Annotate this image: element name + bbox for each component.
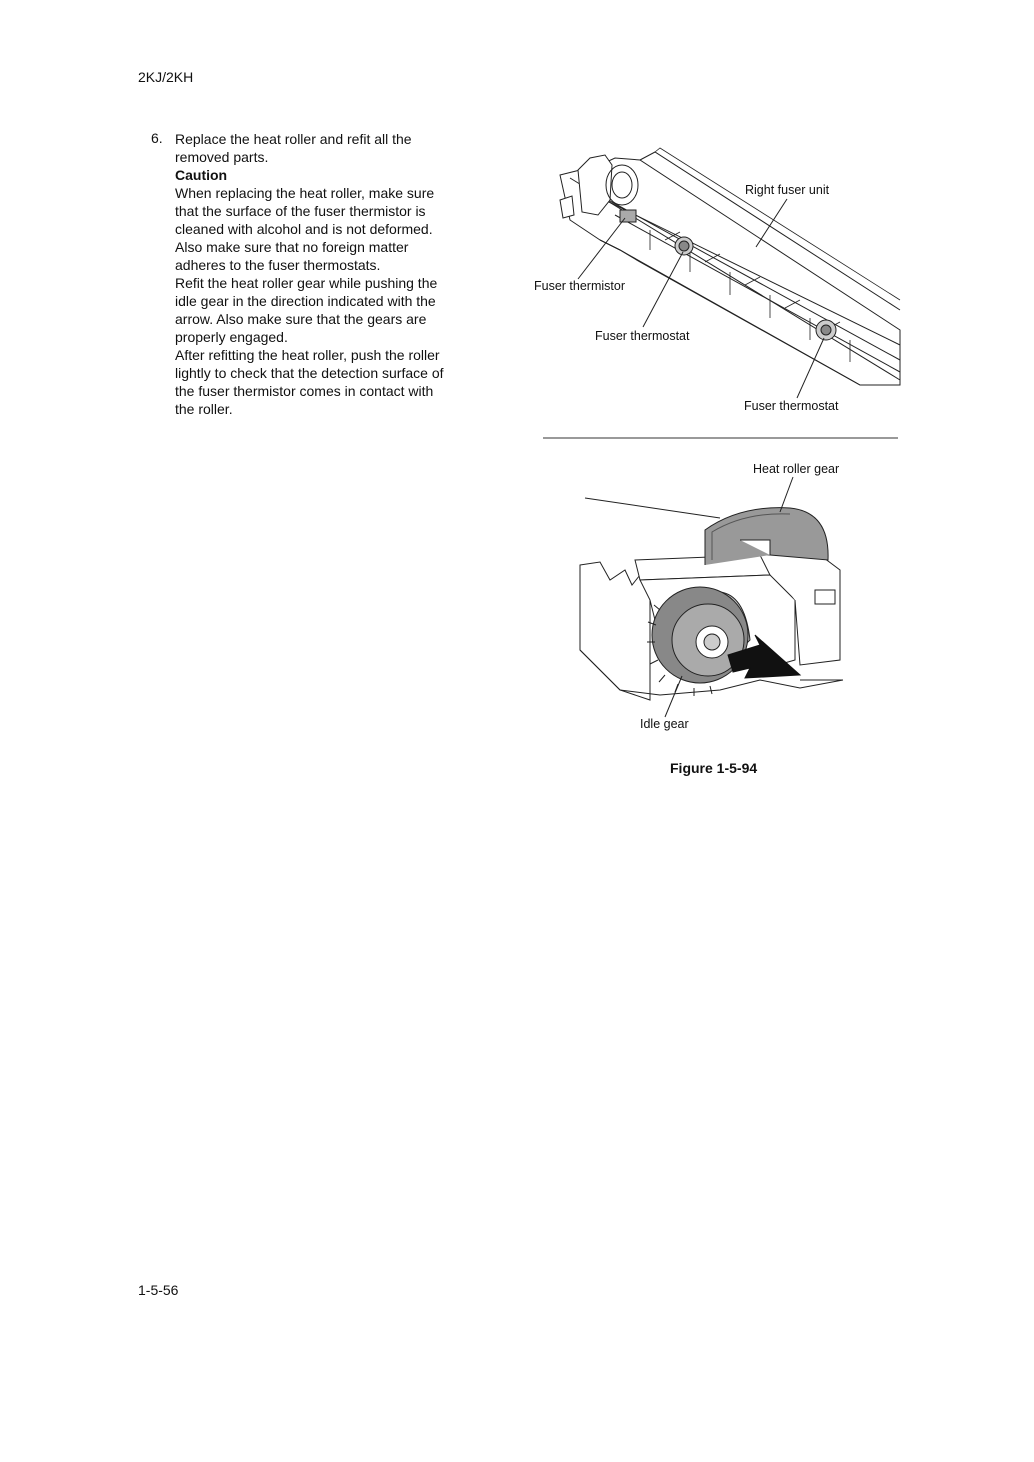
caution-line: properly engaged. [175,329,288,345]
label-idle-gear: Idle gear [640,717,689,731]
step-line: removed parts. [175,149,269,165]
caution-line: lightly to check that the detection surface of [175,365,444,381]
caution-line: the roller. [175,401,233,417]
caution-line: After refitting the heat roller, push the roller [175,347,440,363]
caution-line: that the surface of the fuser thermistor is [175,203,426,219]
caution-line: idle gear in the direction indicated with the [175,293,436,309]
caution-line: adheres to the fuser thermostats. [175,257,381,273]
label-fuser-thermostat-2: Fuser thermostat [744,399,839,413]
right-fuser-unit-drawing [560,148,900,385]
caution-line: arrow. Also make sure that the gears are [175,311,427,327]
step-line: Replace the heat roller and refit all the [175,131,412,147]
caution-line: cleaned with alcohol and is not deformed. [175,221,433,237]
page-number: 1-5-56 [138,1282,179,1298]
caution-line: the fuser thermistor comes in contact with [175,383,434,399]
figure-caption: Figure 1-5-94 [670,760,758,776]
caution-line: When replacing the heat roller, make sure [175,185,435,201]
label-heat-roller-gear: Heat roller gear [753,462,840,476]
label-fuser-thermostat-1: Fuser thermostat [595,329,690,343]
step-number: 6. [151,130,163,146]
document-code: 2KJ/2KH [138,69,194,85]
caution-line: Refit the heat roller gear while pushing the [175,275,438,291]
label-fuser-thermistor: Fuser thermistor [534,279,625,293]
gear-assembly-drawing [580,498,843,700]
caution-line: Also make sure that no foreign matter [175,239,409,255]
label-right-fuser-unit: Right fuser unit [745,183,830,197]
caution-heading: Caution [175,167,228,183]
